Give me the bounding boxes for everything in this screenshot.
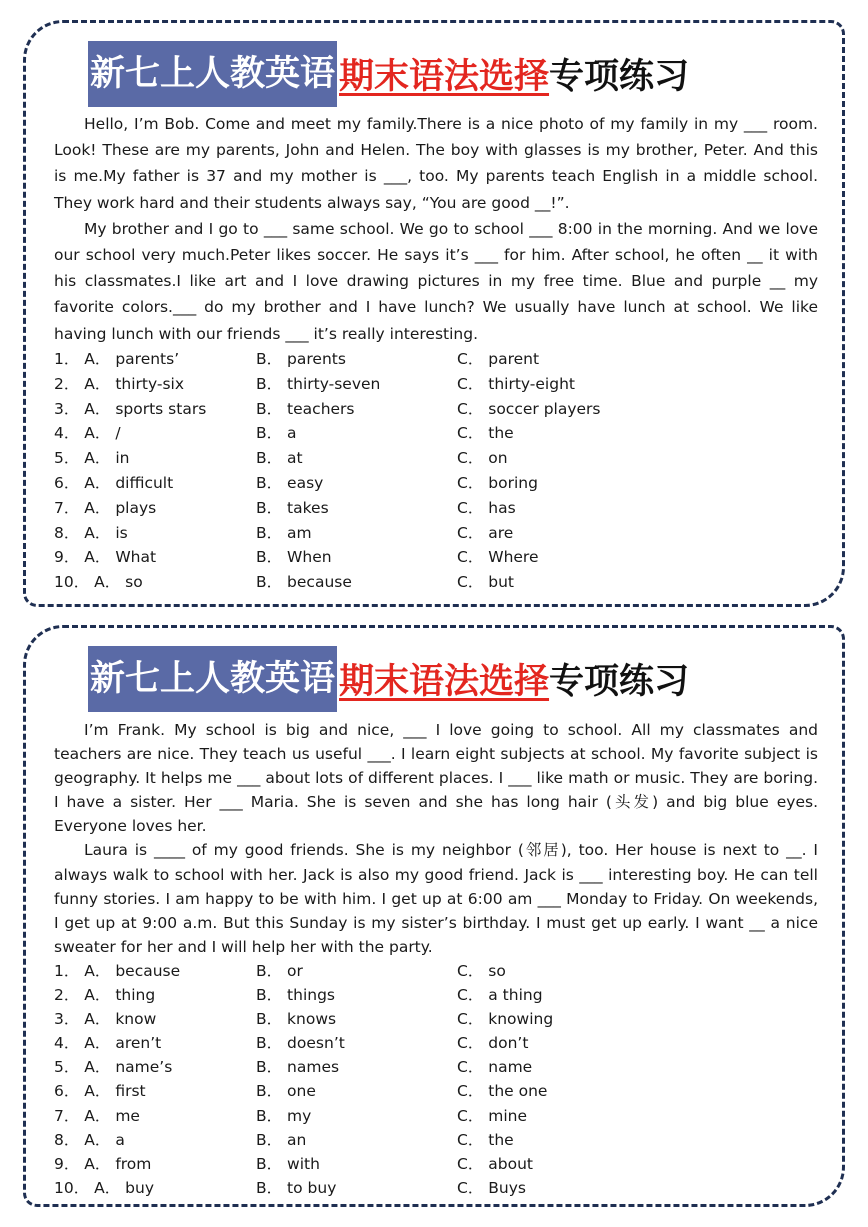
option-row	[54, 1128, 818, 1152]
option-b: B． parents	[256, 350, 346, 368]
option-a: 7． A． plays	[54, 498, 157, 517]
option-c: C． are	[457, 523, 514, 542]
option-a: 3． A． know	[54, 1010, 157, 1029]
option-b: B． with	[256, 1154, 320, 1173]
option-c: C． don’t	[457, 1034, 529, 1053]
option-row	[54, 1031, 818, 1055]
option-b: B． takes	[256, 498, 329, 517]
passage-paragraph: I’m Frank. My school is big and nice, ___ I love going to school. All my classmates and teachers are nice. They teach us useful ___. I learn eight subjects at school. My favorite subject is geography. It helps me ___ about lots of different places. I ___ like math or music. They are boring. I have a sister. Her ___ Maria. She is seven and she has long hair (头发) and big blue eyes. Everyone loves her.	[54, 721, 818, 836]
option-b: B． doesn’t	[256, 1034, 345, 1053]
option-b: B． teachers	[256, 399, 355, 418]
option-a: 9． A． from	[54, 1154, 152, 1173]
option-c: C． boring	[457, 473, 538, 492]
reading-passage	[54, 718, 818, 959]
option-row	[54, 1104, 818, 1128]
worksheet-title	[88, 646, 689, 712]
option-a: 5． A． in	[54, 449, 130, 468]
option-row	[54, 397, 818, 422]
option-c: C． name	[457, 1058, 533, 1077]
option-b: B． things	[256, 986, 336, 1005]
option-b: B． a	[256, 424, 297, 443]
option-a: 1． A． parents’	[54, 350, 180, 368]
option-c: C． so	[457, 962, 506, 980]
exercise-card-1	[23, 20, 845, 607]
option-c: C． a thing	[457, 986, 543, 1005]
option-row	[54, 1176, 818, 1200]
title-part-highlight: 新七上人教英语	[88, 646, 337, 712]
option-c: C． on	[457, 449, 508, 468]
option-row	[54, 1152, 818, 1176]
option-b: B． because	[256, 573, 352, 592]
option-row	[54, 983, 818, 1007]
passage-paragraph: Laura is ____ of my good friends. She is my neighbor (邻居), too. Her house is next to __. I always walk to school with her. Jack is also my good friend. Jack is ___ interesting boy. He can tell funny stories. I am happy to be with him. I get up at 6:00 am ___ Monday to Friday. On weekends, I get up at 9:00 a.m. But this Sunday is my sister’s birthday. I must get up early. I want __ a nice sweater for her and I will help her with the party.	[54, 841, 818, 956]
option-b: B． am	[256, 523, 312, 542]
option-c: C． thirty-eight	[457, 374, 575, 393]
option-row	[54, 471, 818, 496]
option-a: 8． A． a	[54, 1130, 125, 1149]
option-b: B． my	[256, 1106, 312, 1125]
option-row	[54, 1055, 818, 1079]
option-c: C． parent	[457, 350, 540, 368]
option-b: B． thirty-seven	[256, 374, 381, 393]
option-a: 7． A． me	[54, 1106, 140, 1125]
option-c: C． but	[457, 573, 514, 592]
option-a: 2． A． thirty-six	[54, 374, 185, 393]
option-a: 6． A． first	[54, 1082, 146, 1101]
option-row	[54, 959, 818, 983]
option-a: 4． A． aren’t	[54, 1034, 162, 1053]
option-a: 10． A． so	[54, 573, 143, 592]
title-part-plain: 专项练习	[549, 57, 690, 97]
option-a: 6． A． difficult	[54, 473, 174, 492]
option-c: C． has	[457, 498, 516, 517]
exercise-card-2	[23, 625, 845, 1207]
option-c: C． the	[457, 424, 514, 443]
option-row	[54, 496, 818, 521]
option-b: B． at	[256, 449, 303, 468]
option-a: 10． A． buy	[54, 1178, 155, 1197]
option-b: B． When	[256, 548, 332, 567]
option-row	[54, 446, 818, 471]
option-a: 9． A． What	[54, 548, 157, 567]
option-a: 5． A． name’s	[54, 1058, 173, 1077]
answer-options	[54, 347, 818, 595]
option-row	[54, 521, 818, 546]
option-row	[54, 1079, 818, 1103]
title-part-plain: 专项练习	[549, 662, 690, 702]
option-b: B． to buy	[256, 1178, 337, 1197]
option-b: B． one	[256, 1082, 316, 1101]
passage-paragraph: Hello, I’m Bob. Come and meet my family.There is a nice photo of my family in my ___ room. Look! These are my parents, John and Helen. The boy with glasses is my brother, Peter. And this is me.My father is 37 and my mother is ___, too. My parents teach English in a middle school. They work hard and their students always say, “You are good __!”.	[54, 115, 818, 212]
title-part-red: 期末语法选择	[339, 662, 550, 702]
option-a: 8． A． is	[54, 523, 128, 542]
reading-passage	[54, 111, 818, 347]
option-b: B． names	[256, 1058, 340, 1077]
option-c: C． Buys	[457, 1178, 526, 1197]
worksheet-title	[88, 41, 689, 107]
option-b: B． easy	[256, 473, 324, 492]
option-c: C． the one	[457, 1082, 548, 1101]
option-c: C． Where	[457, 548, 539, 567]
title-part-highlight: 新七上人教英语	[88, 41, 337, 107]
option-c: C． knowing	[457, 1010, 554, 1029]
option-row	[54, 1007, 818, 1031]
option-row	[54, 372, 818, 397]
answer-options	[54, 959, 818, 1200]
option-b: B． or	[256, 962, 303, 980]
option-a: 3． A． sports stars	[54, 399, 207, 418]
option-a: 2． A． thing	[54, 986, 156, 1005]
option-row	[54, 570, 818, 595]
option-a: 4． A． /	[54, 424, 121, 443]
option-c: C． the	[457, 1130, 514, 1149]
option-c: C． soccer players	[457, 399, 601, 418]
option-b: B． an	[256, 1130, 307, 1149]
option-a: 1． A． because	[54, 962, 181, 980]
title-part-red: 期末语法选择	[339, 57, 550, 97]
option-row	[54, 545, 818, 570]
option-row	[54, 421, 818, 446]
option-row	[54, 347, 818, 372]
option-c: C． about	[457, 1154, 533, 1173]
passage-paragraph: My brother and I go to ___ same school. We go to school ___ 8:00 in the morning. And we love our school very much.Peter likes soccer. He says it’s ___ for him. After school, he often __ it with his classmates.I like art and I love drawing pictures in my free time. Blue and purple __ my favorite colors.___ do my brother and I have lunch? We usually have lunch at school. We like having lunch with our friends ___ it’s really interesting.	[54, 219, 818, 343]
option-b: B． knows	[256, 1010, 337, 1029]
option-c: C． mine	[457, 1106, 528, 1125]
